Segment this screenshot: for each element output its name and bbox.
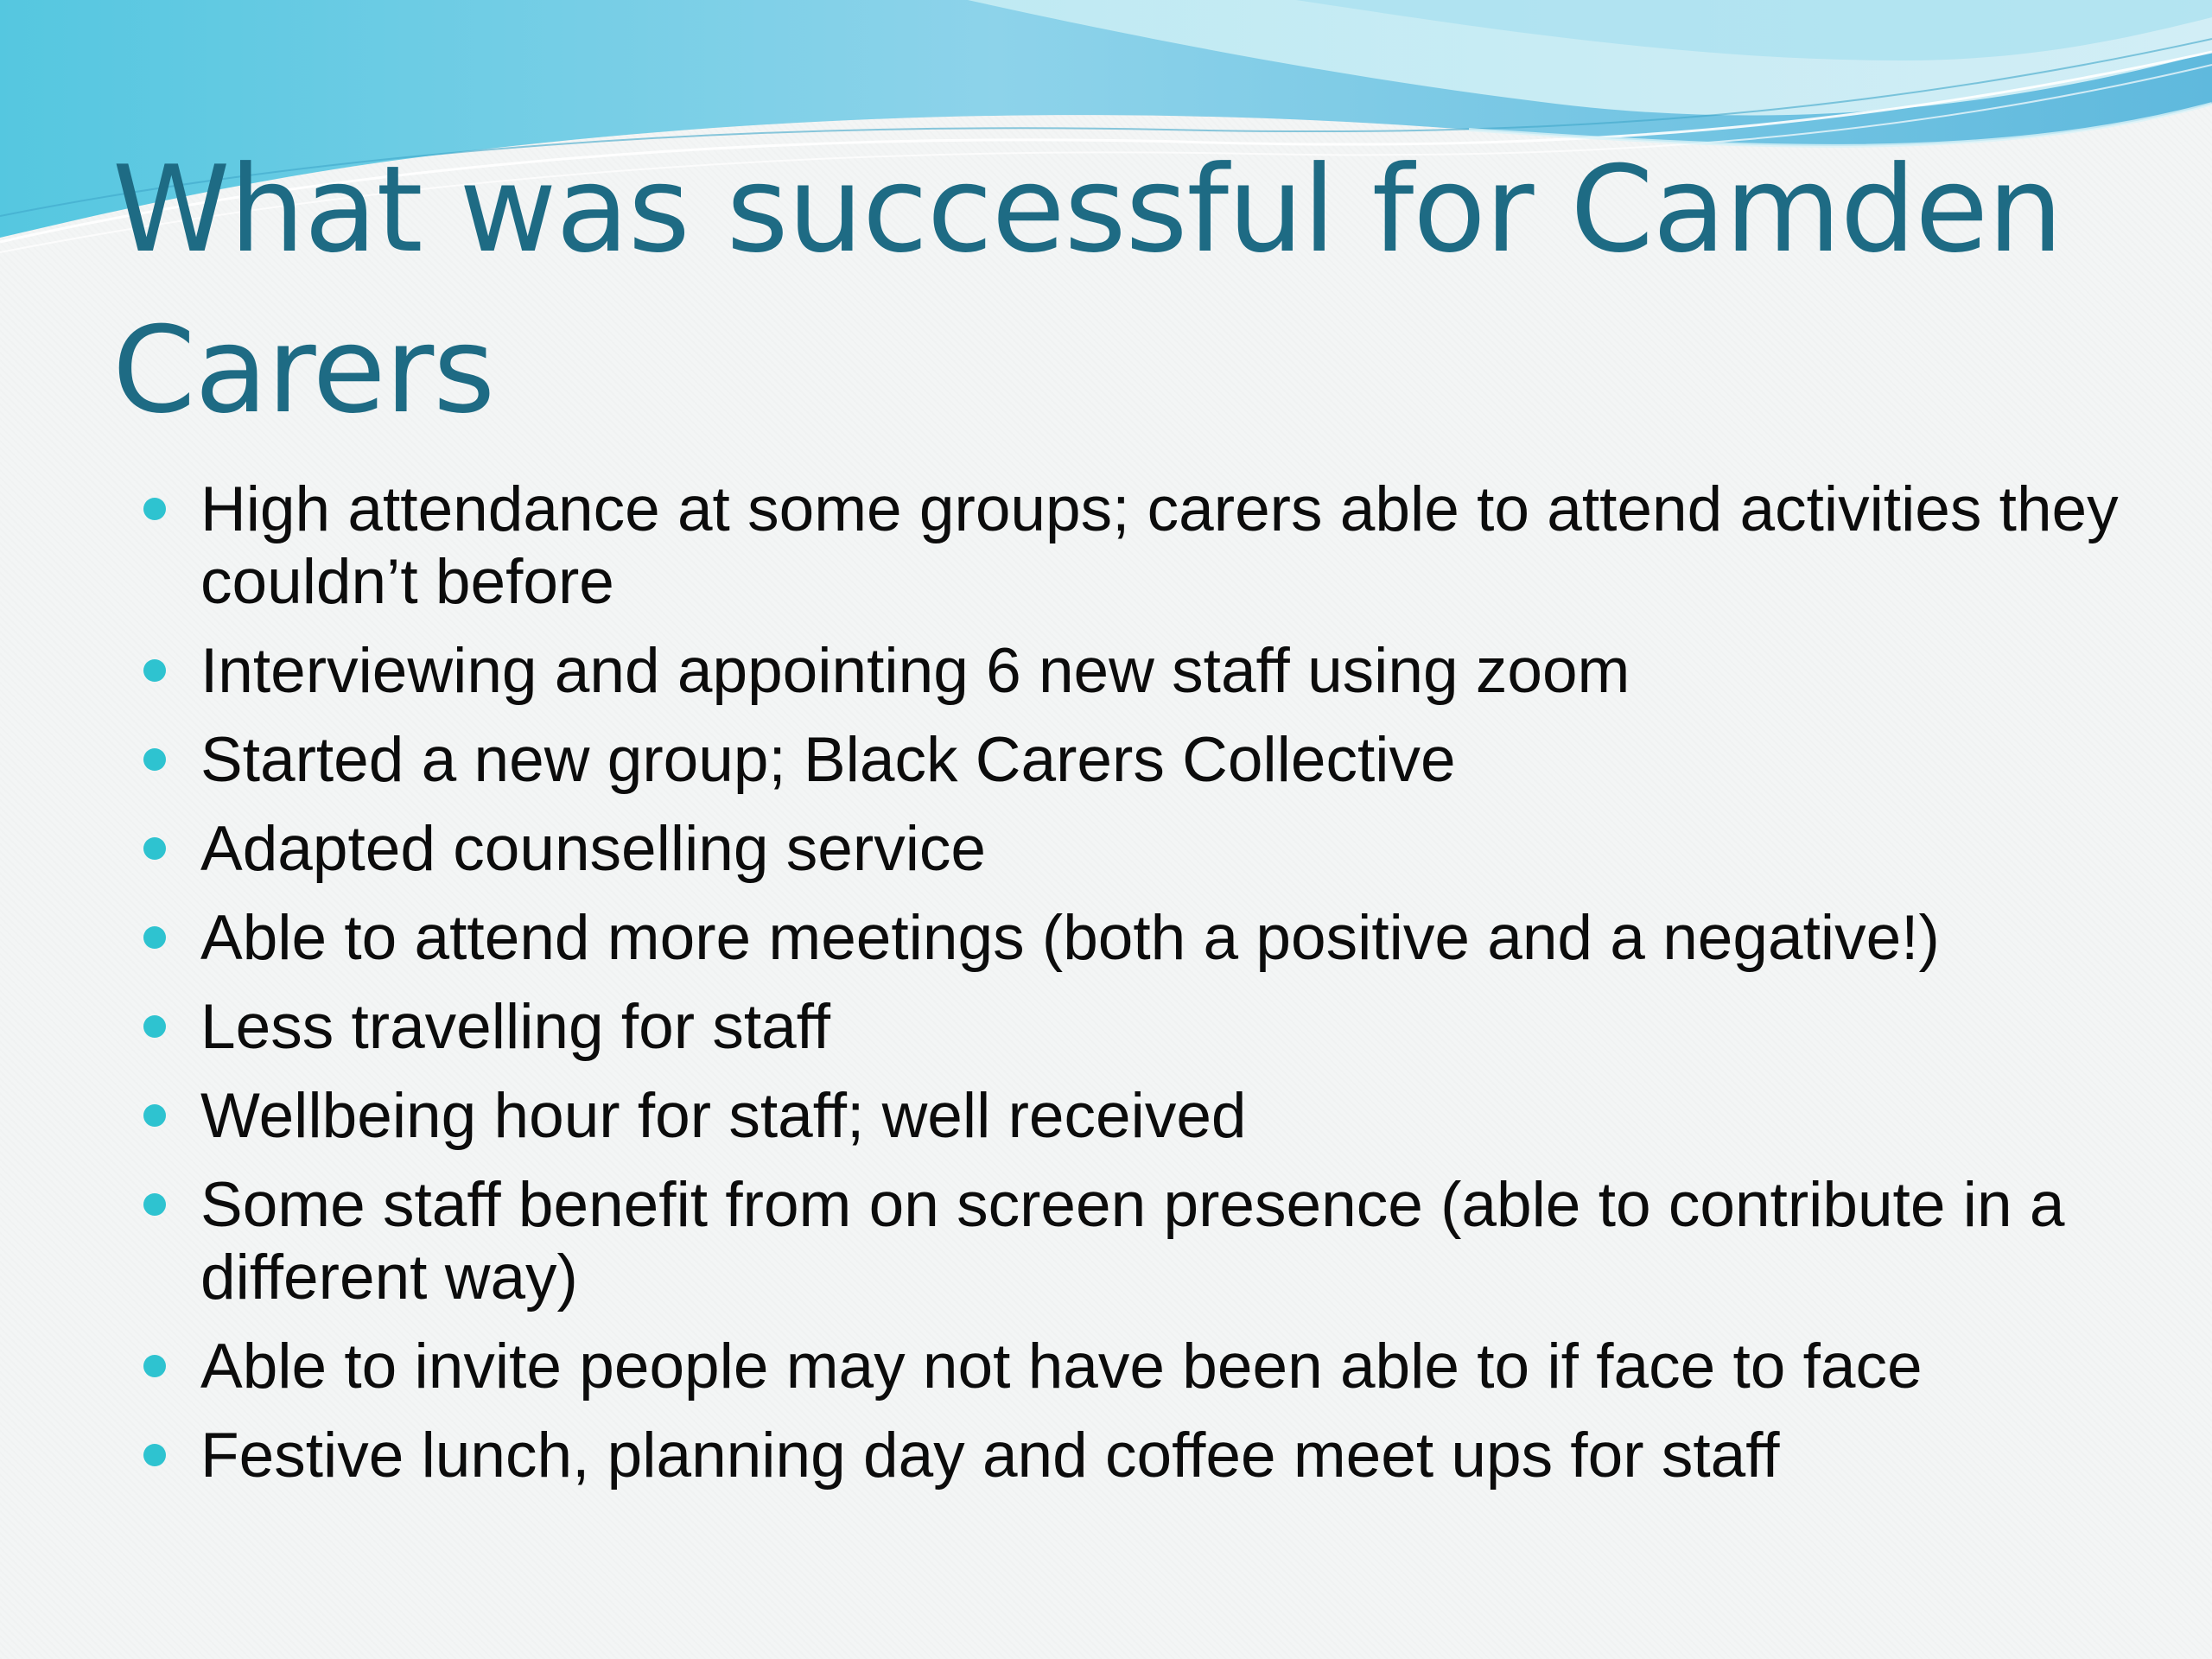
list-item [138,1331,2126,1403]
bullet-text: Interviewing and appointing 6 new staff using zoom [200,636,1630,706]
bullet-dot-icon [143,1193,166,1216]
bullet-text: Some staff benefit from on screen presence (able to contribute in a different way) [200,1170,2065,1313]
list-item [138,902,2126,975]
list-item [138,1420,2126,1492]
bullet-dot-icon [143,1444,166,1466]
bullet-dot-icon [143,748,166,771]
slide-title: What was successful for Camden Carers [112,140,2063,440]
bullet-text: High attendance at some groups; carers able to attend activities they couldn’t before [200,474,2119,617]
bullet-dot-icon [143,498,166,520]
bullet-text: Festive lunch, planning day and coffee meet ups for staff [200,1421,1780,1491]
bullet-text: Wellbeing hour for staff; well received [200,1081,1247,1151]
bullet-list [138,474,2126,1509]
bullet-dot-icon [143,926,166,949]
bullet-text: Adapted counselling service [200,814,987,884]
bullet-dot-icon [143,659,166,682]
list-item [138,474,2126,619]
bullet-text: Less travelling for staff [200,992,831,1062]
list-item [138,813,2126,886]
bullet-dot-icon [143,1355,166,1377]
bullet-dot-icon [143,1015,166,1038]
list-item [138,635,2126,708]
bullet-text: Able to invite people may not have been able to if face to face [200,1332,1923,1402]
bullet-text: Started a new group; Black Carers Collective [200,725,1456,795]
bullet-dot-icon [143,1104,166,1127]
list-item [138,724,2126,797]
bullet-dot-icon [143,837,166,860]
bullet-text: Able to attend more meetings (both a positive and a negative!) [200,903,1940,973]
list-item [138,1169,2126,1314]
list-item [138,1080,2126,1153]
list-item [138,991,2126,1064]
